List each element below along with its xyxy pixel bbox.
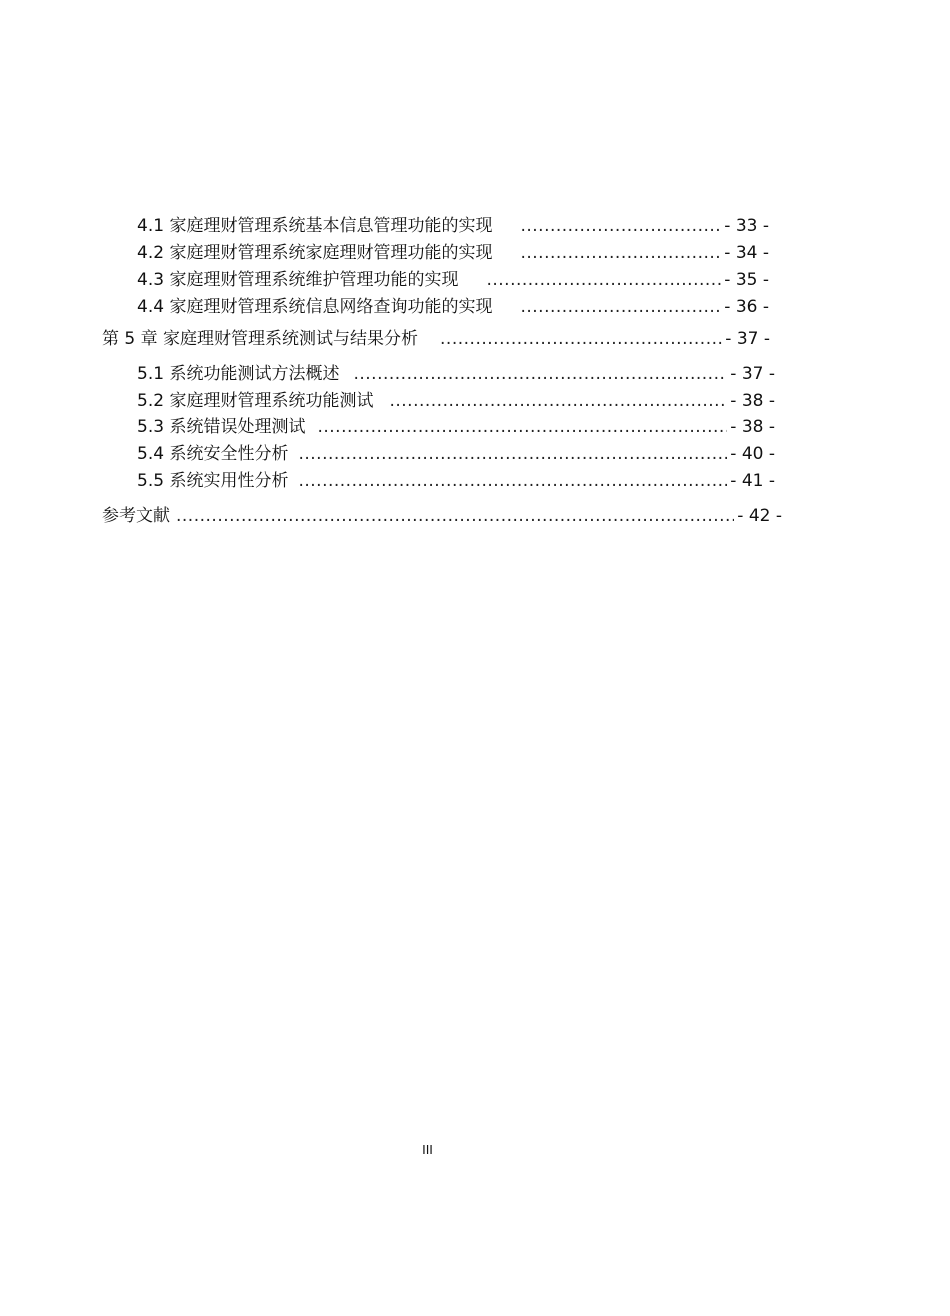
page-number: III [422,1142,433,1157]
toc-entry-page: - 35 - [724,270,769,290]
toc-entry-page: - 34 - [724,243,769,263]
toc-entry-page: - 40 - [730,444,775,464]
toc-dot-leader [520,241,721,265]
toc-entry-4-3[interactable] [137,268,769,292]
toc-entry-title: 4.3 家庭理财管理系统维护管理功能的实现 [137,270,459,290]
toc-entry-title: 5.2 家庭理财管理系统功能测试 [137,391,374,411]
toc-entry-4-2[interactable] [137,241,769,265]
toc-entry-title: 第 5 章 家庭理财管理系统测试与结果分析 [102,329,419,349]
toc-entry-chapter-5[interactable] [102,327,770,351]
toc-entry-page: - 38 - [730,417,775,437]
toc-entry-title: 5.5 系统实用性分析 [137,471,289,491]
toc-entry-page: - 36 - [724,297,769,317]
toc-dot-leader [440,327,722,351]
toc-entry-references[interactable] [102,504,782,528]
toc-dot-leader [298,469,727,493]
toc-entry-title: 5.1 系统功能测试方法概述 [137,364,340,384]
toc-entry-5-3[interactable] [137,415,775,439]
toc-entry-page: - 37 - [730,364,775,384]
toc-entry-4-1[interactable] [137,214,769,238]
toc-entry-title: 参考文献 [102,506,170,526]
toc-entry-title: 5.3 系统错误处理测试 [137,417,306,437]
toc-entry-page: - 37 - [725,329,770,349]
toc-entry-page: - 41 - [730,471,775,491]
toc-entry-page: - 42 - [737,506,782,526]
toc-entry-page: - 38 - [730,391,775,411]
toc-dot-leader [520,214,721,238]
toc-dot-leader [520,295,721,319]
toc-entry-5-4[interactable] [137,442,775,466]
toc-entry-title: 4.4 家庭理财管理系统信息网络查询功能的实现 [137,297,493,317]
toc-dot-leader [317,415,727,439]
toc-entry-title: 5.4 系统安全性分析 [137,444,289,464]
toc-entry-5-2[interactable] [137,389,775,413]
toc-entry-title: 4.1 家庭理财管理系统基本信息管理功能的实现 [137,216,493,236]
toc-dot-leader [176,504,734,528]
toc-dot-leader [389,389,727,413]
toc-entry-5-5[interactable] [137,469,775,493]
toc-entry-4-4[interactable] [137,295,769,319]
toc-dot-leader [298,442,727,466]
toc-entry-page: - 33 - [724,216,769,236]
toc-entry-title: 4.2 家庭理财管理系统家庭理财管理功能的实现 [137,243,493,263]
toc-dot-leader [486,268,721,292]
toc-entry-5-1[interactable] [137,362,775,386]
toc-dot-leader [353,362,727,386]
